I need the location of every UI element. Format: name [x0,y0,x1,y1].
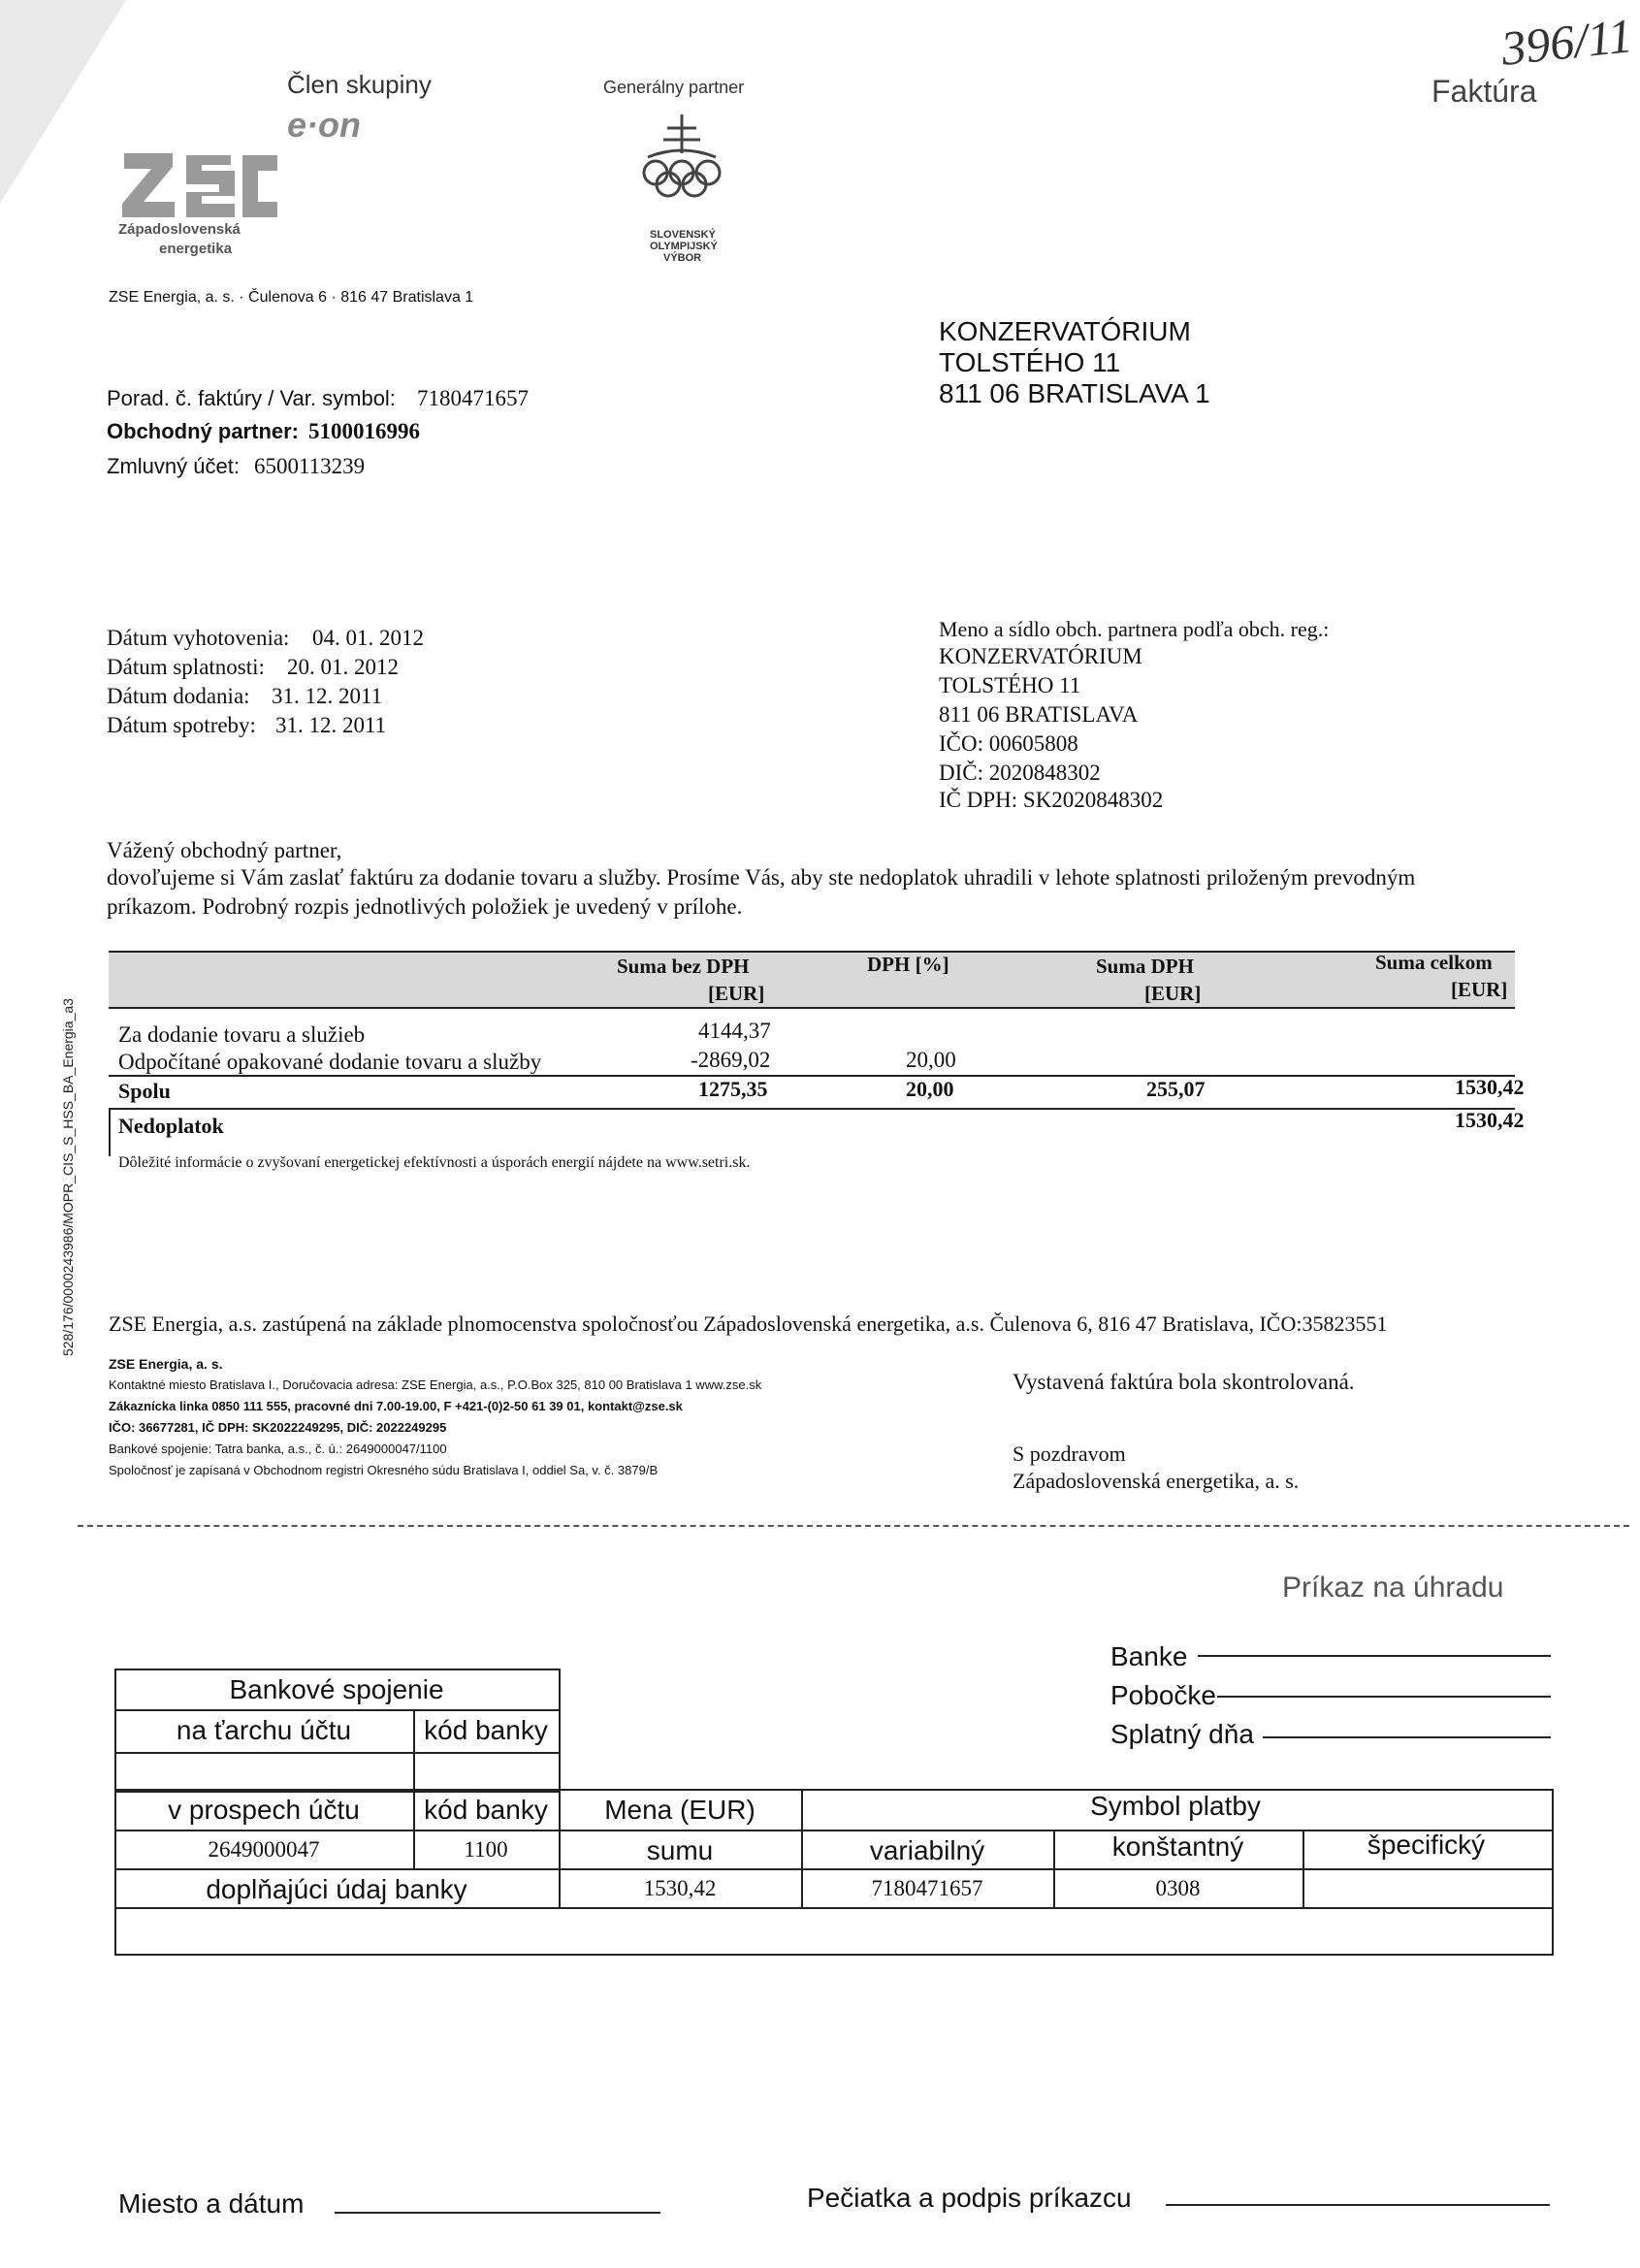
due-date-label: Dátum splatnosti: [107,655,265,679]
debit-account-field[interactable] [118,1756,409,1787]
grid-rule-3 [114,1907,1552,1909]
company-logo-line2: energetika [159,241,233,257]
partner-reg-name: KONZERVATÓRIUM [939,644,1142,668]
delivery-date: 31. 12. 2011 [272,684,383,708]
additional-data-field[interactable] [118,1911,1548,1948]
member-of-label: Člen skupiny [287,70,432,99]
footer-contact-5: Spoločnosť je zapísaná v Obchodnom registri Okresného súdu Bratislava I, oddiel Sa, v. č. 3879/B [109,1463,659,1477]
bank-connection-title: Bankové spojenie [229,1674,444,1704]
grid-rule-2 [114,1868,1552,1870]
summary-header-rule [109,1007,1515,1009]
payment-symbol-label: Symbol platby [1090,1791,1261,1821]
folded-corner [0,0,126,204]
handwritten-note: 396/11 [1498,8,1635,76]
col-base-title: Suma bez DPH [617,955,750,978]
partner-reg-dic: DIČ: 2020848302 [939,761,1101,785]
balance-label: Nedoplatok [118,1114,224,1138]
zse-logo [114,146,284,223]
place-date-field[interactable] [335,2212,660,2214]
partner-reg-ico: IČO: 00605808 [939,731,1078,756]
letter-line-2: príkazom. Podrobný rozpis jednotlivých položiek je uvedený v prílohe. [107,894,743,919]
col-total-unit: [EUR] [1451,978,1508,1001]
invoice-number: 7180471657 [417,386,529,410]
partner-name-1: SLOVENSKÝ [650,229,716,241]
document-type: Faktúra [1431,74,1537,109]
invoice-number-label: Porad. č. faktúry / Var. symbol: [107,386,396,410]
checked-note: Vystavená faktúra bola skontrolovaná. [1013,1370,1355,1394]
bank-label: Banke [1110,1641,1188,1671]
partner-number-label: Obchodný partner: [107,419,300,443]
due-day-field[interactable] [1263,1736,1551,1738]
col-vat-pct-title: DPH [%] [867,953,949,976]
partner-label: Generálny partner [603,78,745,97]
additional-bank-data-label: doplňajúci údaj banky [206,1874,467,1904]
bank-box-rule-2 [114,1752,559,1754]
specific-symbol-label: špecifický [1367,1830,1486,1860]
row-2-base: -2869,02 [691,1048,771,1072]
constant-symbol-label: konštantný [1111,1831,1244,1862]
balance-amount: 1530,42 [1455,1108,1525,1132]
total-base: 1275,35 [698,1077,768,1101]
partner-reg-title: Meno a sídlo obch. partnera podľa obch. reg.: [939,617,1330,641]
summary-top-rule [109,951,1515,953]
summary-note: Dôležité informácie o zvyšovaní energetickej efektívnosti a úsporách energií nájdete na www.setri.sk. [118,1154,751,1171]
branch-label: Pobočke [1110,1680,1216,1710]
representation-line: ZSE Energia, a.s. zastúpená na základe plnomocenstva spoločnosťou Západoslovenská energetika, a.s. Čulenova 6, 816 47 Bratislava, IČO:35823551 [109,1312,1388,1336]
row-2-vat-pct: 20,00 [906,1048,956,1072]
total-bottom-rule [109,1108,1515,1110]
consumption-date-label: Dátum spotreby: [107,713,256,737]
due-date: 20. 01. 2012 [287,655,399,679]
sender-address: ZSE Energia, a. s. · Čulenova 6 · 816 47 Bratislava 1 [109,289,474,306]
partner-number: 5100016996 [308,419,420,443]
total-label: Spolu [118,1079,171,1103]
credit-bank-code-value[interactable]: 1100 [464,1837,508,1862]
col-vat-unit: [EUR] [1144,982,1202,1005]
credit-account-label: v prospech účtu [168,1795,360,1825]
regards: S pozdravom [1013,1442,1126,1466]
bank-box-rule-1 [114,1709,559,1711]
partner-reg-street: TOLSTÉHO 11 [939,673,1081,697]
recipient-city: 811 06 BRATISLAVA 1 [939,378,1210,408]
total-vat-pct: 20,00 [906,1077,954,1101]
debit-bank-code-field[interactable] [417,1756,555,1787]
letter-greeting: Vážený obchodný partner, [107,838,342,862]
col-total-title: Suma celkom [1375,951,1493,974]
recipient-name: KONZERVATÓRIUM [939,316,1191,346]
letter-line-1: dovoľujeme si Vám zaslať faktúru za dodanie tovaru a služby. Prosíme Vás, aby ste nedoplatok uhradili v lehote splatnosti priloženým prevodným [107,865,1416,890]
footer-contact-2: Zákaznícka linka 0850 111 555, pracovné dni 7.00-19.00, F +421-(0)2-50 61 39 01, kontakt@zse.sk [109,1399,683,1413]
constant-symbol-value[interactable]: 0308 [1155,1876,1201,1900]
amount-label: sumu [646,1835,714,1865]
bank-code-label: kód banky [424,1715,548,1745]
credit-account-value[interactable]: 2649000047 [208,1837,320,1862]
company-logo-line1: Západoslovenská [118,221,241,238]
currency-label: Mena (EUR) [604,1795,756,1825]
recipient-street: TOLSTÉHO 11 [939,347,1121,377]
stamp-signature-field[interactable] [1166,2204,1550,2206]
cut-line [78,1525,1629,1527]
contract-account: 6500113239 [254,454,366,478]
stamp-signature-label: Pečiatka a podpis príkazcu [807,2183,1132,2213]
consumption-date: 31. 12. 2011 [275,713,387,737]
specific-symbol-field[interactable] [1306,1872,1547,1905]
total-vat: 255,07 [1146,1077,1206,1101]
eon-logo: e·on [287,105,361,145]
contract-account-label: Zmluvný účet: [107,454,240,478]
place-date-label: Miesto a dátum [118,2188,305,2219]
total-top-rule [109,1075,1515,1077]
row-1-base: 4144,37 [698,1019,771,1043]
col-vat-title: Suma DPH [1096,955,1194,978]
debit-account-label: na ťarchu účtu [176,1715,352,1745]
delivery-date-label: Dátum dodania: [107,684,250,708]
balance-side-rule [109,1108,111,1156]
partner-name-3: VÝBOR [663,252,702,264]
partner-name-2: OLYMPIJSKÝ [650,241,718,252]
row-2-label: Odpočítané opakované dodanie tovaru a služby [118,1050,542,1074]
side-document-code: 528/176/0000243986/MOPR_CIS_S_HSS_BA_Energia_a3 [60,998,76,1356]
partner-reg-icdph: IČ DPH: SK2020848302 [939,788,1164,812]
olympic-rings-icon [628,114,735,221]
col-base-unit: [EUR] [708,982,765,1005]
amount-value[interactable]: 1530,42 [643,1876,717,1900]
credit-bank-code-label: kód banky [424,1795,548,1825]
bank-field[interactable] [1198,1655,1551,1657]
footer-company: ZSE Energia, a. s. [109,1356,223,1372]
payment-order-title: Príkaz na úhradu [1282,1571,1504,1604]
footer-contact-4: Bankové spojenie: Tatra banka, a.s., č. ú.: 2649000047/1100 [109,1442,447,1456]
due-day-label: Splatný dňa [1110,1719,1254,1749]
branch-field[interactable] [1217,1696,1551,1698]
footer-contact-3: IČO: 36677281, IČ DPH: SK2022249295, DIČ: 2022249295 [109,1420,447,1435]
signature-company: Západoslovenská energetika, a. s. [1013,1469,1300,1493]
issued-date-label: Dátum vyhotovenia: [107,626,290,650]
variable-symbol-label: variabilný [869,1835,985,1865]
row-1-label: Za dodanie tovaru a služieb [118,1022,366,1047]
footer-contact-1: Kontaktné miesto Bratislava I., Doručovacia adresa: ZSE Energia, a.s., P.O.Box 325, 810 00 Bratislava 1 www.zse.sk [109,1377,762,1392]
variable-symbol-value[interactable]: 7180471657 [871,1876,983,1900]
total-amount: 1530,42 [1455,1075,1525,1099]
issued-date: 04. 01. 2012 [312,626,424,650]
partner-reg-city: 811 06 BRATISLAVA [939,702,1139,727]
summary-header-band [109,953,1515,1007]
